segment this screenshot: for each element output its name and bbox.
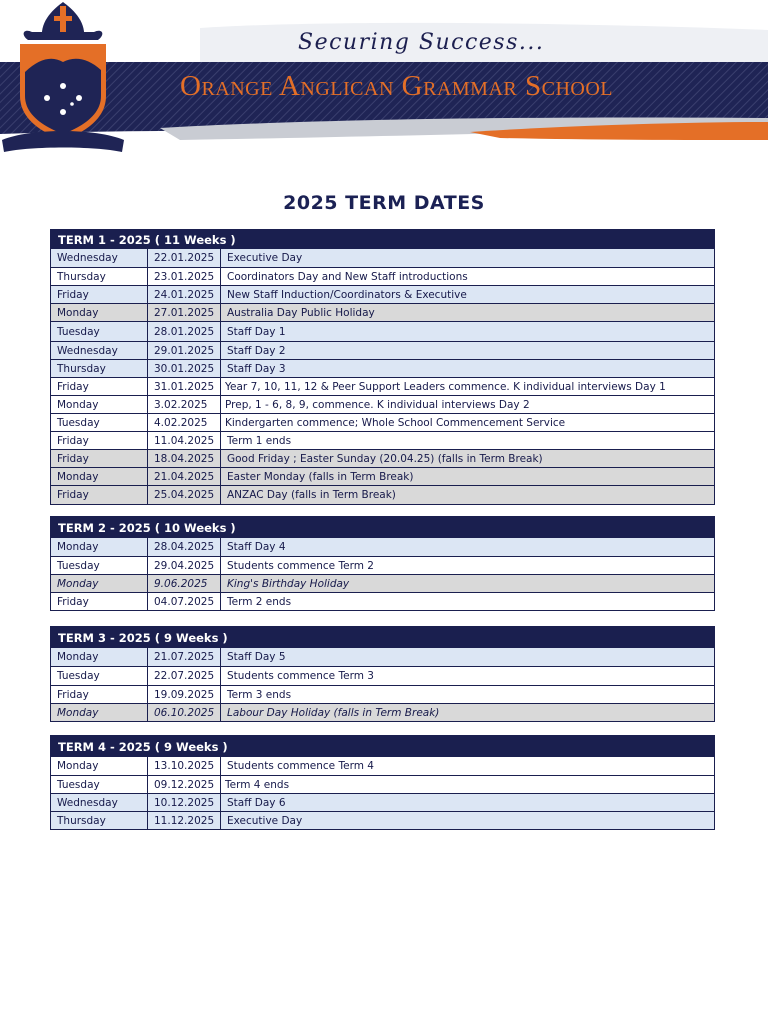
header-banner [0, 0, 768, 170]
date-cell: 18.04.2025 [148, 450, 221, 467]
day-cell: Thursday [51, 360, 148, 377]
date-cell: 3.02.2025 [148, 396, 221, 413]
event-cell: Prep, 1 - 6, 8, 9, commence. K individual interviews Day 2 [225, 398, 530, 411]
date-cell: 04.07.2025 [148, 593, 221, 610]
day-cell: Friday [51, 486, 148, 504]
date-cell: 22.07.2025 [148, 667, 221, 685]
date-cell: 25.04.2025 [148, 486, 221, 504]
table-row [51, 285, 714, 303]
date-cell: 29.01.2025 [148, 342, 221, 359]
event-cell: Executive Day [227, 814, 303, 827]
date-cell: 23.01.2025 [148, 268, 221, 285]
day-cell: Friday [51, 686, 148, 703]
day-cell: Friday [51, 593, 148, 610]
table-row [51, 648, 714, 666]
event-cell: Executive Day [227, 252, 303, 264]
date-cell: 11.04.2025 [148, 432, 221, 449]
term-4-heading: TERM 4 - 2025 ( 9 Weeks ) [50, 735, 715, 757]
day-cell: Monday [51, 396, 148, 413]
event-cell: Staff Day 4 [227, 541, 286, 553]
table-row [51, 449, 714, 467]
date-cell: 31.01.2025 [148, 378, 221, 395]
table-row [51, 574, 714, 592]
date-cell: 22.01.2025 [148, 249, 221, 267]
table-row [51, 321, 714, 341]
term-1-heading: TERM 1 - 2025 ( 11 Weeks ) [50, 229, 715, 249]
table-row [51, 666, 714, 685]
table-row [51, 395, 714, 413]
day-cell: Friday [51, 378, 148, 395]
event-cell: Good Friday ; Easter Sunday (20.04.25) (falls in Term Break) [227, 452, 543, 465]
term-4-table [50, 735, 715, 830]
event-cell: Kindergarten commence; Whole School Commencement Service [225, 416, 566, 429]
term-2-heading: TERM 2 - 2025 ( 10 Weeks ) [50, 516, 715, 538]
event-cell: Staff Day 1 [227, 325, 286, 338]
event-cell: Staff Day 3 [227, 362, 286, 375]
term-3-heading: TERM 3 - 2025 ( 9 Weeks ) [50, 626, 715, 648]
day-cell: Tuesday [51, 557, 148, 574]
date-cell: 28.04.2025 [148, 538, 221, 556]
event-cell: Labour Day Holiday (falls in Term Break) [227, 706, 440, 719]
day-cell: Friday [51, 286, 148, 303]
table-row [51, 592, 714, 610]
event-cell: Students commence Term 2 [227, 559, 374, 572]
date-cell: 11.12.2025 [148, 812, 221, 829]
event-cell: Year 7, 10, 11, 12 & Peer Support Leaders commence. K individual interviews Day 1 [225, 380, 666, 393]
day-cell: Monday [51, 757, 148, 775]
day-cell: Monday [51, 538, 148, 556]
day-cell: Tuesday [51, 776, 148, 793]
date-cell: 29.04.2025 [148, 557, 221, 574]
day-cell: Thursday [51, 268, 148, 285]
event-cell: ANZAC Day (falls in Term Break) [227, 489, 396, 501]
table-row [51, 703, 714, 721]
term-1-table [50, 229, 715, 505]
table-row [51, 267, 714, 285]
event-cell: Term 2 ends [227, 595, 292, 608]
table-row [51, 775, 714, 793]
event-cell: King's Birthday Holiday [227, 577, 350, 590]
day-cell: Tuesday [51, 667, 148, 685]
day-cell: Tuesday [51, 322, 148, 341]
day-cell: Wednesday [51, 794, 148, 811]
table-row [51, 556, 714, 574]
date-cell: 28.01.2025 [148, 322, 221, 341]
table-row [51, 431, 714, 449]
event-cell: Students commence Term 4 [227, 760, 374, 772]
school-tagline: Securing Success... [298, 30, 545, 55]
school-crest-icon [0, 0, 126, 156]
event-cell: Term 4 ends [225, 778, 290, 791]
date-cell: 09.12.2025 [148, 776, 221, 793]
term-3-table [50, 626, 715, 722]
event-cell: Coordinators Day and New Staff introductions [227, 270, 468, 283]
day-cell: Thursday [51, 812, 148, 829]
school-name: Orange Anglican Grammar School [180, 70, 614, 102]
table-row [51, 485, 714, 504]
event-cell: Term 1 ends [227, 434, 292, 447]
day-cell: Monday [51, 575, 148, 592]
table-row [51, 757, 714, 775]
day-cell: Friday [51, 450, 148, 467]
day-cell: Tuesday [51, 414, 148, 431]
term-2-table [50, 516, 715, 611]
table-row [51, 413, 714, 431]
event-cell: Staff Day 2 [227, 344, 286, 357]
event-cell: Easter Monday (falls in Term Break) [227, 470, 414, 483]
event-cell: Staff Day 6 [227, 796, 286, 809]
event-cell: Australia Day Public Holiday [227, 306, 375, 319]
day-cell: Monday [51, 648, 148, 666]
table-row [51, 811, 714, 829]
date-cell: 10.12.2025 [148, 794, 221, 811]
event-cell: Term 3 ends [227, 688, 292, 701]
date-cell: 21.04.2025 [148, 468, 221, 485]
day-cell: Wednesday [51, 342, 148, 359]
day-cell: Friday [51, 432, 148, 449]
table-row [51, 303, 714, 321]
table-row [51, 793, 714, 811]
event-cell: New Staff Induction/Coordinators & Executive [227, 288, 467, 301]
event-cell: Students commence Term 3 [227, 670, 374, 682]
date-cell: 4.02.2025 [148, 414, 221, 431]
table-row [51, 685, 714, 703]
table-row [51, 467, 714, 485]
date-cell: 19.09.2025 [148, 686, 221, 703]
table-row [51, 249, 714, 267]
day-cell: Monday [51, 468, 148, 485]
date-cell: 06.10.2025 [148, 704, 221, 721]
day-cell: Monday [51, 704, 148, 721]
date-cell: 27.01.2025 [148, 304, 221, 321]
date-cell: 21.07.2025 [148, 648, 221, 666]
day-cell: Monday [51, 304, 148, 321]
page-title: 2025 TERM DATES [283, 192, 485, 214]
table-row [51, 377, 714, 395]
table-row [51, 538, 714, 556]
date-cell: 9.06.2025 [148, 575, 221, 592]
day-cell: Wednesday [51, 249, 148, 267]
date-cell: 30.01.2025 [148, 360, 221, 377]
table-row [51, 341, 714, 359]
date-cell: 24.01.2025 [148, 286, 221, 303]
date-cell: 13.10.2025 [148, 757, 221, 775]
school-motto: SEEK THE TRUTH [72, 150, 160, 159]
table-row [51, 359, 714, 377]
event-cell: Staff Day 5 [227, 651, 286, 663]
